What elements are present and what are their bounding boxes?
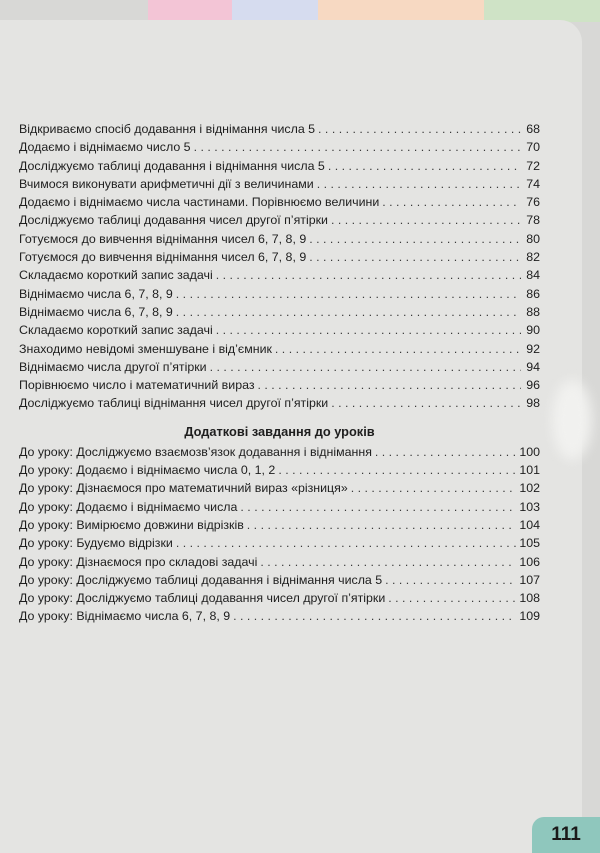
toc-entry-title: Складаємо короткий запис задачі xyxy=(19,323,213,338)
section-heading: Додаткові завдання до уроків xyxy=(184,423,375,439)
dot-leader xyxy=(385,573,516,587)
dot-leader xyxy=(210,360,521,374)
toc-entry-title: До уроку: Дізнаємося про математичний вираз «різниця» xyxy=(19,481,348,496)
toc-entry-title: Віднімаємо числа другої п’ятірки xyxy=(19,359,207,374)
toc-entry-title: Додаємо і віднімаємо число 5 xyxy=(19,140,191,155)
dot-leader xyxy=(258,378,521,392)
toc-entry xyxy=(19,463,540,481)
toc-entry xyxy=(19,609,540,627)
toc-entry-title: Готуємося до вивчення віднімання чисел 6, 7, 8, 9 xyxy=(19,231,307,246)
color-tab-peach xyxy=(318,0,484,22)
toc-entry xyxy=(19,305,540,323)
toc-entry xyxy=(19,213,540,231)
toc-entry-page: 68 xyxy=(526,122,540,136)
dot-leader xyxy=(375,445,516,459)
toc-entry-title: Досліджуємо таблиці віднімання чисел другої п’ятірки xyxy=(19,396,329,411)
toc-entry-title: До уроку: Віднімаємо числа 6, 7, 8, 9 xyxy=(19,609,231,624)
dot-leader xyxy=(388,591,516,605)
page-number-badge: 111 xyxy=(532,817,600,853)
toc-entry xyxy=(19,555,540,573)
toc-entry-page: 88 xyxy=(526,304,540,319)
dot-leader xyxy=(216,323,521,337)
dot-leader xyxy=(260,555,516,569)
toc-entry xyxy=(19,159,540,177)
toc-entry xyxy=(19,536,540,554)
toc-entry-page: 74 xyxy=(526,176,540,191)
toc-entry-title: До уроку: Досліджуємо таблиці додавання і віднімання числа 5 xyxy=(19,572,383,587)
color-tab-strip xyxy=(0,0,600,22)
toc-entry-title: Складаємо короткий запис задачі xyxy=(19,268,213,283)
toc-entry-title: Додаємо і віднімаємо числа частинами. Порівнюємо величини xyxy=(19,195,380,210)
toc-entry xyxy=(19,518,540,536)
toc-entry xyxy=(19,591,540,609)
toc-entry-page: 78 xyxy=(526,213,540,228)
toc-entry-title: Готуємося до вивчення віднімання чисел 6, 7, 8, 9 xyxy=(19,250,307,265)
toc-entry-title: Вчимося виконувати арифметичні дії з величинами xyxy=(19,176,314,191)
toc-entry-page: 82 xyxy=(526,250,540,265)
toc-entry-page: 108 xyxy=(519,591,540,606)
toc-entry-page: 100 xyxy=(519,444,540,459)
toc-entry-page: 104 xyxy=(519,517,540,532)
toc-entry-page: 102 xyxy=(519,481,540,496)
dot-leader xyxy=(309,250,521,264)
toc-entry xyxy=(19,323,540,341)
toc-entry-page: 105 xyxy=(519,536,540,551)
toc-entry xyxy=(19,195,540,213)
dot-leader xyxy=(176,536,516,550)
color-tab-pink xyxy=(148,0,232,22)
toc-entry-title: Віднімаємо числа 6, 7, 8, 9 xyxy=(19,304,173,319)
toc-entry-title: До уроку: Вимірюємо довжини відрізків xyxy=(19,517,244,532)
toc-entry-page: 76 xyxy=(526,195,540,210)
toc-entry-title: Відкриваємо спосіб додавання і віднімання числа 5 xyxy=(19,122,316,136)
toc-entry-title: Знаходимо невідомі зменшуване і від’ємник xyxy=(19,341,272,356)
toc-entry-title: Порівнюємо число і математичний вираз xyxy=(19,378,255,393)
toc-entry xyxy=(19,342,540,360)
toc-entry xyxy=(19,268,540,286)
toc-entry-page: 96 xyxy=(526,378,540,393)
toc-entry-page: 94 xyxy=(526,359,540,374)
toc-entry-title: Досліджуємо таблиці додавання і віднімання числа 5 xyxy=(19,158,325,173)
toc-entry-page: 86 xyxy=(526,286,540,301)
table-of-contents xyxy=(19,122,540,628)
toc-entry xyxy=(19,122,540,140)
dot-leader xyxy=(233,609,516,623)
toc-entry xyxy=(19,140,540,158)
dot-leader xyxy=(194,140,521,154)
extra-entries-list xyxy=(19,445,540,628)
toc-entry-page: 70 xyxy=(526,140,540,155)
color-tab-gray xyxy=(0,0,148,22)
toc-entry-page: 80 xyxy=(526,231,540,246)
toc-entry-title: Досліджуємо таблиці додавання чисел другої п’ятірки xyxy=(19,213,328,228)
toc-entry-page: 98 xyxy=(526,396,540,411)
page-curl-highlight xyxy=(552,380,592,460)
dot-leader xyxy=(317,177,521,191)
toc-entry-page: 84 xyxy=(526,268,540,283)
toc-entry-title: До уроку: Досліджуємо таблиці додавання чисел другої п’ятірки xyxy=(19,591,386,606)
toc-entry-title: До уроку: Досліджуємо взаємозв’язок додавання і віднімання xyxy=(19,444,372,459)
toc-entry-page: 107 xyxy=(519,572,540,587)
toc-entry xyxy=(19,378,540,396)
dot-leader xyxy=(247,518,517,532)
dot-leader xyxy=(278,463,516,477)
toc-entry-page: 101 xyxy=(519,463,540,478)
toc-entry xyxy=(19,232,540,250)
toc-entry-title: До уроку: Додаємо і віднімаємо числа 0, 1, 2 xyxy=(19,463,276,478)
dot-leader xyxy=(351,481,517,495)
toc-entry-title: До уроку: Будуємо відрізки xyxy=(19,536,173,551)
toc-entry-page: 72 xyxy=(526,158,540,173)
dot-leader xyxy=(176,287,521,301)
toc-entry xyxy=(19,481,540,499)
toc-entry xyxy=(19,177,540,195)
toc-entry-page: 90 xyxy=(526,323,540,338)
toc-entry xyxy=(19,250,540,268)
toc-entry-title: До уроку: Дізнаємося про складові задачі xyxy=(19,554,258,569)
toc-entry xyxy=(19,445,540,463)
dot-leader xyxy=(328,159,521,173)
dot-leader xyxy=(216,268,521,282)
toc-entry-page: 92 xyxy=(526,341,540,356)
dot-leader xyxy=(275,342,521,356)
dot-leader xyxy=(331,213,521,227)
toc-entry xyxy=(19,500,540,518)
toc-entry xyxy=(19,573,540,591)
main-entries-list xyxy=(19,122,540,415)
dot-leader xyxy=(240,500,516,514)
toc-entry xyxy=(19,396,540,414)
toc-entry-page: 109 xyxy=(519,609,540,624)
dot-leader xyxy=(309,232,521,246)
toc-entry-title: До уроку: Додаємо і віднімаємо числа xyxy=(19,499,238,514)
toc-entry xyxy=(19,287,540,305)
toc-entry-page: 103 xyxy=(519,499,540,514)
toc-entry-page: 106 xyxy=(519,554,540,569)
toc-entry-title: Віднімаємо числа 6, 7, 8, 9 xyxy=(19,286,173,301)
color-tab-blue xyxy=(232,0,318,22)
dot-leader xyxy=(176,305,521,319)
toc-entry xyxy=(19,360,540,378)
dot-leader xyxy=(331,396,521,410)
color-tab-green xyxy=(484,0,600,22)
dot-leader xyxy=(382,195,521,209)
dot-leader xyxy=(318,122,521,136)
